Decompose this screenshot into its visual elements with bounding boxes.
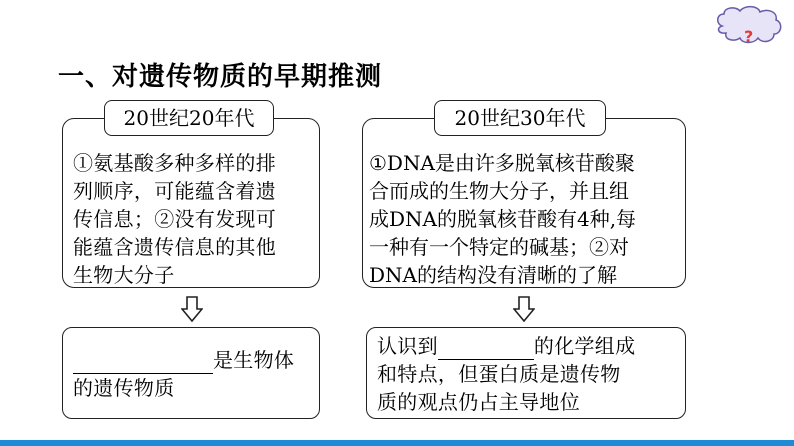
right-evidence-text: ①DNA是由许多脱氧核苷酸聚 合而成的生物大分子，并且组 成DNA的脱氧核苷酸有4种,每 一种有一个特定的碱基；②对 DNA的结构没有清晰的了解 bbox=[369, 151, 637, 287]
down-arrow-icon bbox=[513, 296, 535, 322]
left-conclusion-part1: 是生物体 bbox=[213, 348, 295, 372]
left-conclusion-part2: 的遗传物质 bbox=[73, 376, 175, 400]
answer-blank[interactable] bbox=[73, 351, 213, 374]
right-conclusion-box bbox=[366, 327, 686, 419]
right-evidence-box bbox=[362, 118, 686, 288]
answer-blank[interactable] bbox=[438, 337, 534, 360]
right-conclusion-part2: 的化学组成 bbox=[533, 334, 636, 358]
down-arrow-icon bbox=[181, 296, 203, 322]
left-evidence-text: ①氨基酸多种多样的排 列顺序，可能蕴含着遗 传信息；②没有发现可 能蕴含遗传信息的其他 生物大分子 bbox=[73, 151, 276, 287]
right-conclusion-part4: 质的观点仍占主导地位 bbox=[377, 390, 580, 414]
svg-text:?: ? bbox=[744, 27, 754, 46]
left-conclusion-box bbox=[62, 327, 320, 419]
thought-cloud-question-icon bbox=[712, 4, 784, 48]
right-conclusion-text bbox=[367, 328, 685, 424]
left-evidence-box bbox=[62, 118, 320, 288]
left-era-tag: 20世纪20年代 bbox=[104, 100, 274, 136]
page-title: 一、对遗传物质的早期推测 bbox=[58, 62, 383, 92]
left-conclusion-text bbox=[63, 328, 319, 410]
right-conclusion-part1: 认识到 bbox=[377, 334, 438, 358]
right-conclusion-part3: 和特点，但蛋白质是遗传物 bbox=[377, 362, 621, 386]
bottom-accent-bar bbox=[0, 440, 794, 446]
right-era-tag: 20世纪30年代 bbox=[434, 100, 606, 136]
